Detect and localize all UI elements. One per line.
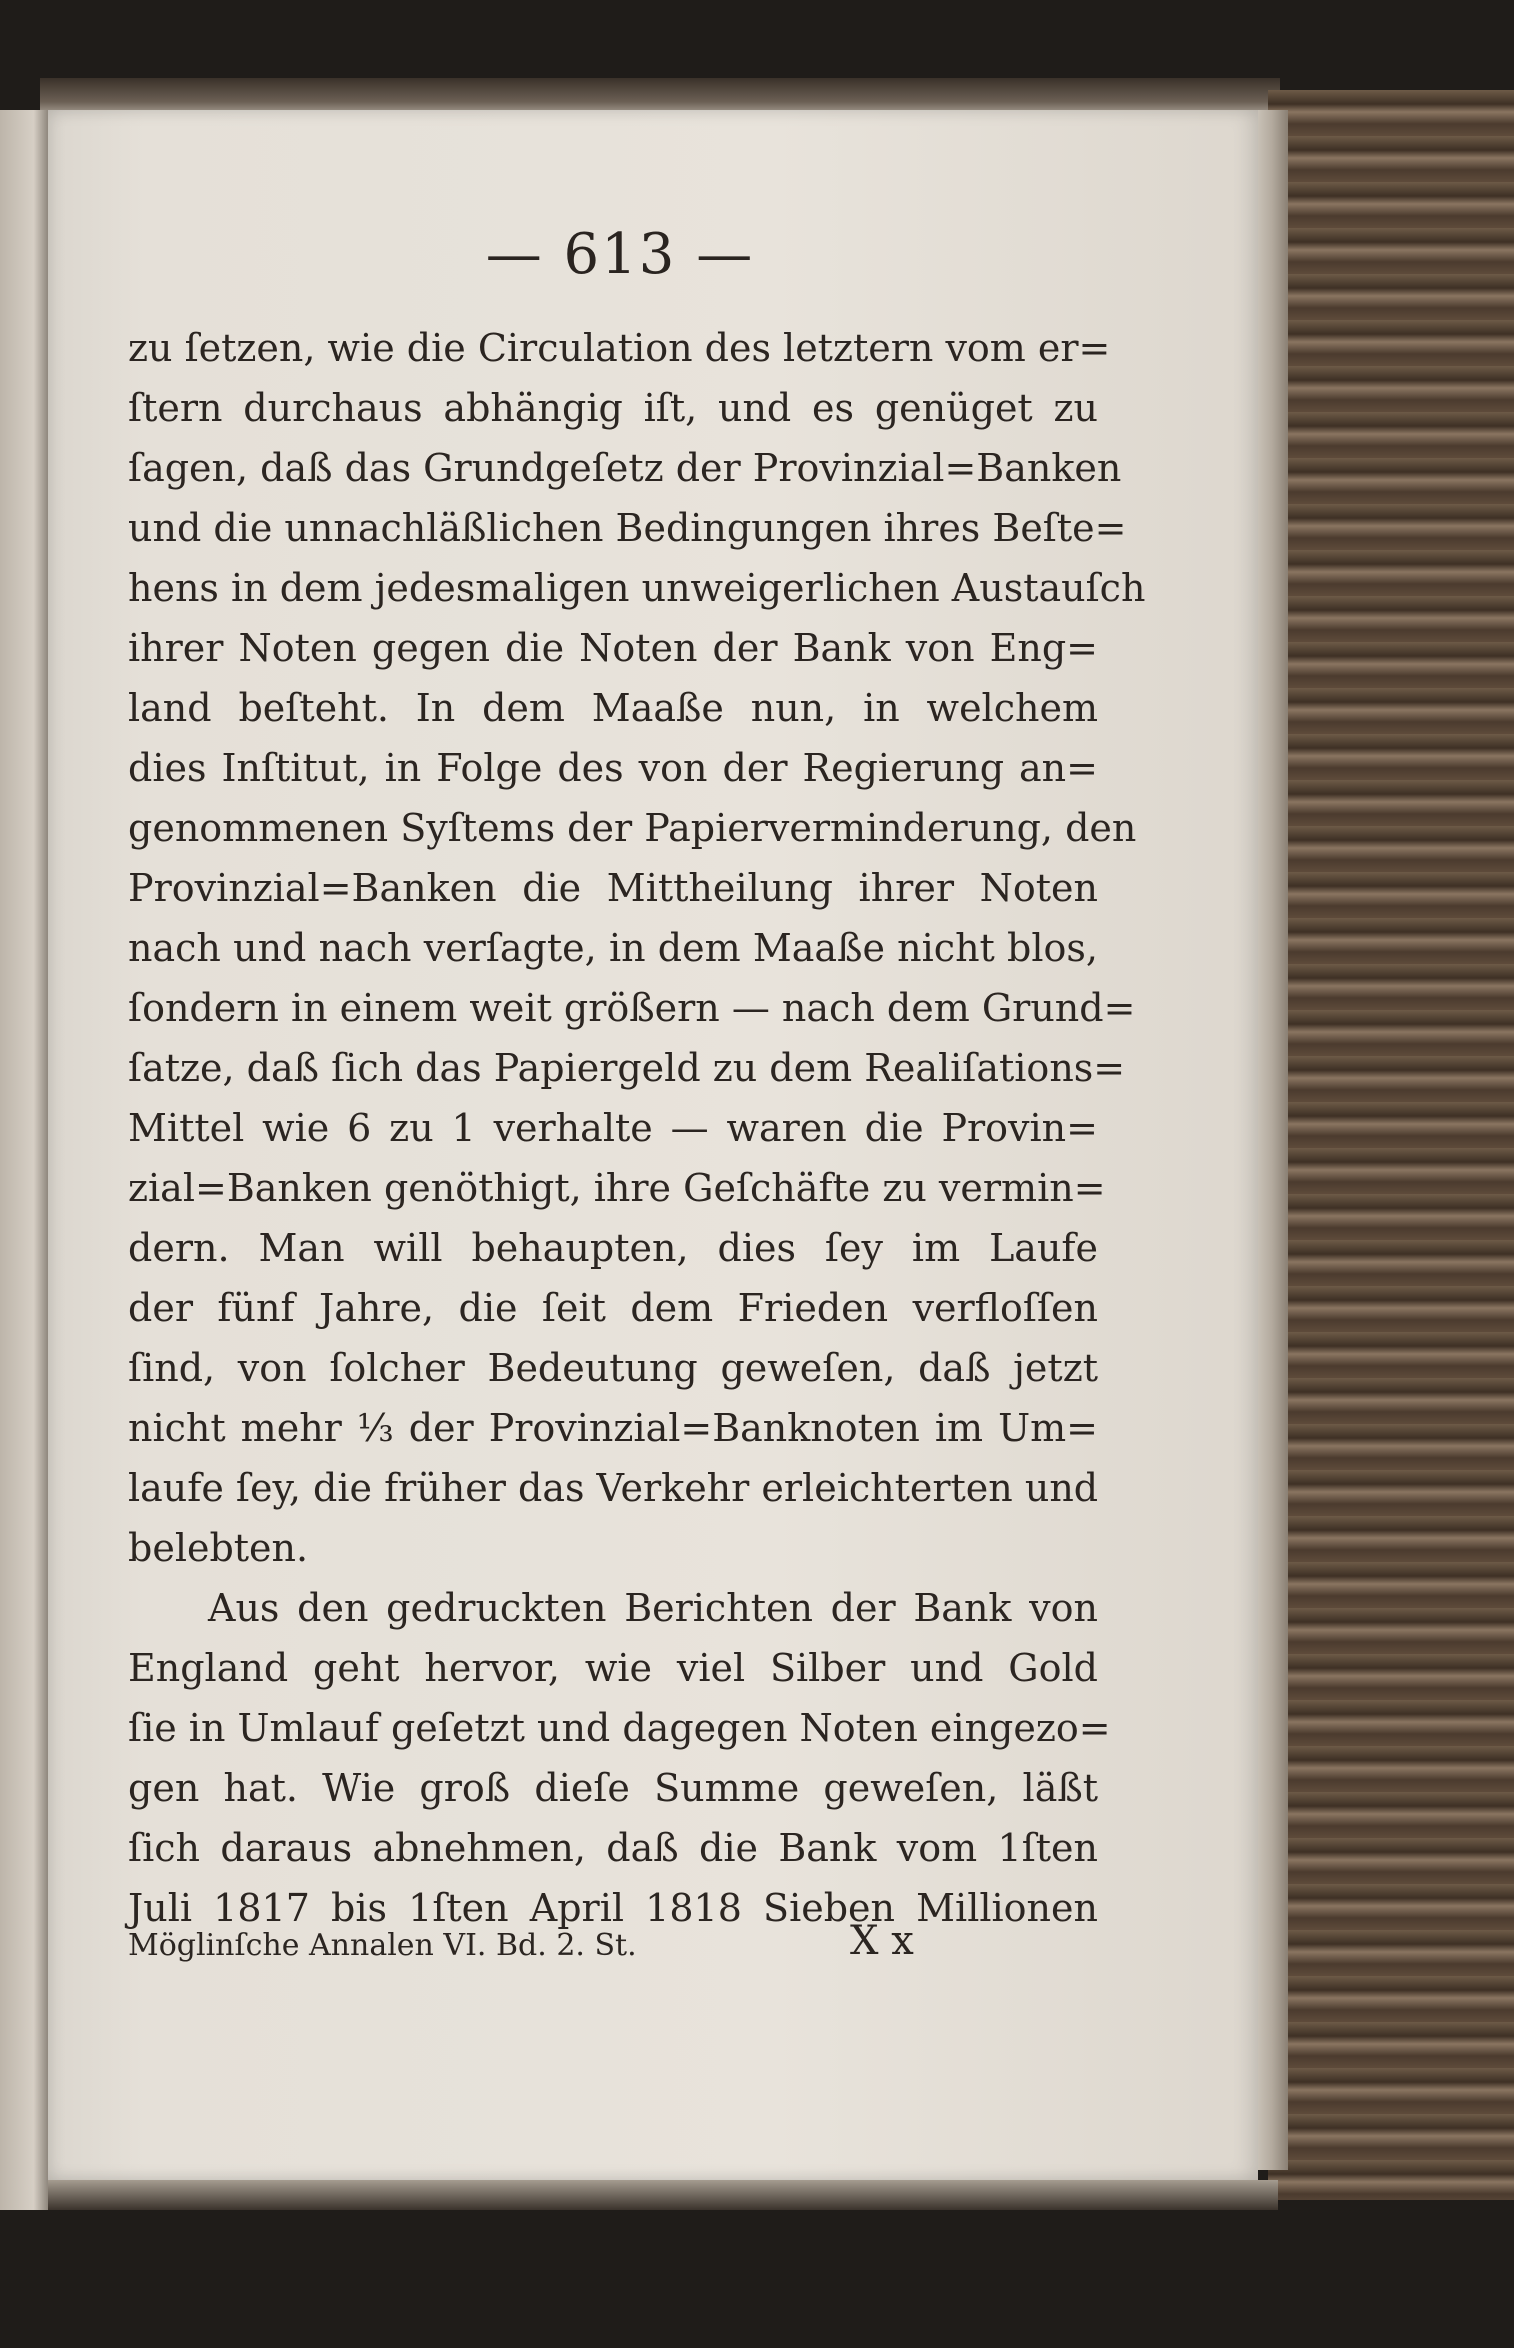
text-line: nicht mehr ⅓ der Provinzial=Banknoten im Um= [128, 1406, 1098, 1450]
book-bottom-edge [48, 2180, 1278, 2210]
text-line: dern. Man will behaupten, dies ſey im Laufe [128, 1226, 1098, 1270]
text-line: ihrer Noten gegen die Noten der Bank von Eng= [128, 626, 1098, 670]
page-number: — 613 — [485, 222, 755, 287]
body-text [128, 318, 1146, 1938]
text-line: hens in dem jedesmaligen unweigerlichen Austauſch [128, 566, 1146, 610]
text-line: Juli 1817 bis 1ſten April 1818 Sieben Millionen [128, 1886, 1098, 1930]
catchword-mark: X x [850, 1918, 914, 1964]
text-line: genommenen Syſtems der Papierverminderung, den [128, 806, 1137, 850]
text-line: der fünf Jahre, die ſeit dem Frieden verfloſſen [128, 1286, 1098, 1330]
text-line: zu ſetzen, wie die Circulation des letztern vom er= [128, 326, 1111, 370]
text-line: land beſteht. In dem Maaße nun, in welchem [128, 686, 1098, 730]
text-line: ſagen, daß das Grundgeſetz der Provinzial=Banken [128, 446, 1122, 490]
text-line: belebten. [128, 1526, 309, 1570]
text-line: ſind, von ſolcher Bedeutung geweſen, daß jetzt [128, 1346, 1098, 1390]
book-cover-edge [1268, 90, 1514, 2200]
text-line: ſie in Umlauf geſetzt und dagegen Noten eingezo= [128, 1706, 1111, 1750]
text-line: England geht hervor, wie viel Silber und Gold [128, 1646, 1098, 1690]
text-line: gen hat. Wie groß dieſe Summe geweſen, läßt [128, 1766, 1098, 1810]
text-line: ſich daraus abnehmen, daß die Bank vom 1ſten [128, 1826, 1098, 1870]
text-line: nach und nach verſagte, in dem Maaße nicht blos, [128, 926, 1098, 970]
text-line: ſatze, daß ſich das Papiergeld zu dem Realiſations= [128, 1046, 1126, 1090]
text-line: und die unnachläßlichen Bedingungen ihres Beſte= [128, 506, 1127, 550]
text-line: Mittel wie 6 zu 1 verhalte — waren die Provin= [128, 1106, 1098, 1150]
facing-page-edge [0, 110, 48, 2210]
text-line: Provinzial=Banken die Mittheilung ihrer Noten [128, 866, 1098, 910]
text-line: Aus den gedruckten Berichten der Bank von [208, 1586, 1098, 1630]
text-line: zial=Banken genöthigt, ihre Geſchäfte zu vermin= [128, 1166, 1106, 1210]
text-line: ſtern durchaus abhängig iſt, und es genüget zu [128, 386, 1098, 430]
text-line: dies Inſtitut, in Folge des von der Regierung an= [128, 746, 1098, 790]
signature-line: Möglinſche Annalen VI. Bd. 2. St. [128, 1928, 637, 1963]
text-line: laufe ſey, die früher das Verkehr erleichterten und [128, 1466, 1099, 1510]
text-line: ſondern in einem weit größern — nach dem Grund= [128, 986, 1136, 1030]
